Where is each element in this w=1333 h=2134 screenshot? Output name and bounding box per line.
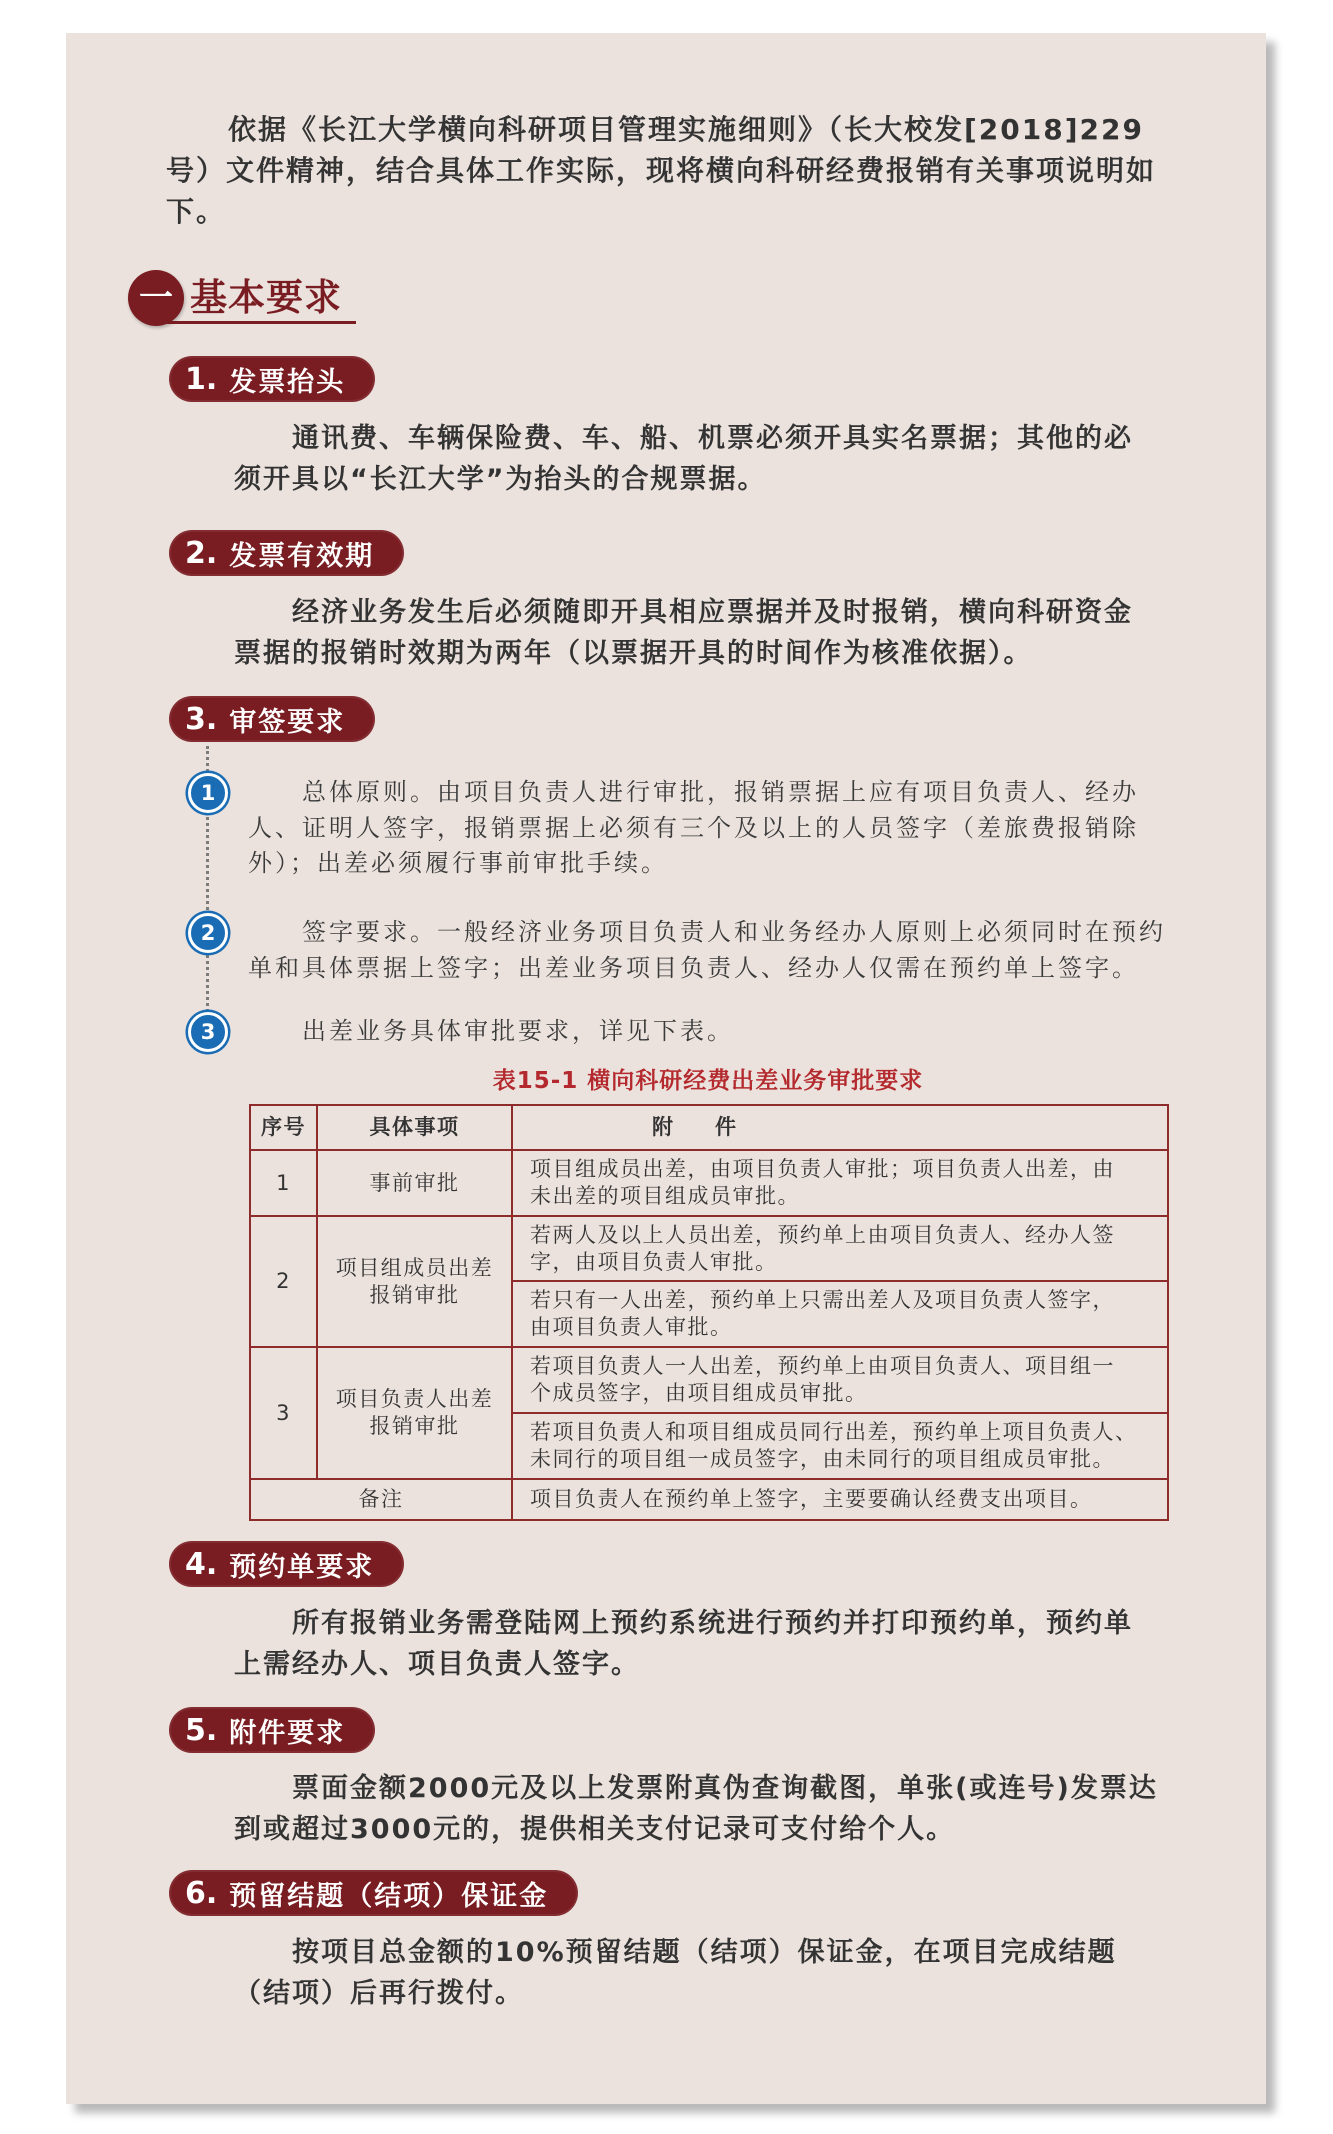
intro-line: 号）文件精神，结合具体工作实际，现将横向科研经费报销有关事项说明如 — [166, 154, 1157, 187]
subitem-paragraph-1 — [248, 775, 1139, 882]
table-cell-attachment — [512, 1150, 1168, 1216]
item-number: 4. — [185, 1546, 218, 1582]
cell-line: 若只有一人出差，预约单上只需出差人及项目负责人签字， — [530, 1288, 1115, 1312]
paragraph-line: 上需经办人、项目负责人签字。 — [234, 1649, 640, 1680]
table-cell-item — [317, 1347, 512, 1479]
section-title: 基本要求 — [190, 276, 342, 319]
paragraph-line: 外）；出差必须履行事前审批手续。 — [248, 849, 668, 877]
item-header-5 — [169, 1707, 375, 1753]
item-paragraph-2 — [234, 592, 1133, 674]
table-row — [250, 1216, 1168, 1281]
subitem-paragraph-2 — [248, 915, 1166, 986]
paragraph-line: 按项目总金额的10%预留结题（结项）保证金，在项目完成结题 — [292, 1937, 1117, 1968]
paragraph-line: 总体原则。由项目负责人进行审批，报销票据上应有项目负责人、经办 — [302, 778, 1139, 806]
paragraph-line: 签字要求。一般经济业务项目负责人和业务经办人原则上必须同时在预约 — [302, 918, 1166, 946]
paragraph-line: 须开具以“长江大学”为抬头的合规票据。 — [234, 464, 767, 495]
item-title: 审签要求 — [229, 706, 346, 737]
paragraph-line: 票据的报销时效期为两年（以票据开具的时间作为核准依据）。 — [234, 638, 1033, 669]
table-remark-text — [512, 1479, 1168, 1520]
table-cell-attachment — [512, 1281, 1168, 1347]
cell-line: 若两人及以上人员出差，预约单上由项目负责人、经办人签 — [530, 1222, 1115, 1247]
intro-line: 下。 — [166, 195, 227, 228]
item-header-4 — [169, 1541, 404, 1587]
cell-line: 未出差的项目组成员审批。 — [530, 1184, 800, 1208]
subitem-number-badge: 3 — [188, 1012, 228, 1052]
cell-line: 若项目负责人一人出差，预约单上由项目负责人、项目组一 — [530, 1354, 1115, 1378]
table-header-cell: 序号 — [250, 1105, 317, 1150]
item-number: 6. — [185, 1875, 218, 1911]
paragraph-line: 通讯费、车辆保险费、车、船、机票必须开具实名票据；其他的必 — [292, 423, 1133, 454]
cell-line: 若项目负责人和项目组成员同行出差，预约单上项目负责人、 — [530, 1420, 1138, 1444]
section-number-badge: 一 — [128, 270, 184, 326]
table-cell-item — [317, 1216, 512, 1347]
table-cell-attachment — [512, 1413, 1168, 1479]
intro-paragraph — [166, 109, 1156, 232]
table-remark-row — [250, 1479, 1168, 1520]
subitem-paragraph-3 — [248, 1014, 734, 1050]
paragraph-line: 出差业务具体审批要求，详见下表。 — [302, 1017, 734, 1045]
item-title: 附件要求 — [229, 1717, 346, 1748]
cell-line: 事前审批 — [369, 1170, 460, 1195]
paragraph-line: （结项）后再行拨付。 — [234, 1978, 524, 2009]
table-cell-item — [317, 1150, 512, 1216]
item-paragraph-5 — [234, 1768, 1158, 1850]
table-cell-no: 1 — [250, 1150, 317, 1216]
paragraph-line: 到或超过3000元的，提供相关支付记录可支付给个人。 — [234, 1814, 956, 1845]
cell-line: 项目组成员出差 — [335, 1255, 494, 1280]
table-header-cell: 具体事项 — [317, 1105, 512, 1150]
cell-line: 项目负责人在预约单上签字，主要要确认经费支出项目。 — [530, 1487, 1093, 1511]
paragraph-line: 经济业务发生后必须随即开具相应票据并及时报销，横向科研资金 — [292, 597, 1133, 628]
table-cell-no: 2 — [250, 1216, 317, 1347]
item-number: 1. — [185, 361, 218, 397]
table-cell-no: 3 — [250, 1347, 317, 1479]
item-title: 预约单要求 — [229, 1551, 375, 1582]
table-caption: 表15-1 横向科研经费出差业务审批要求 — [492, 1068, 924, 1094]
item-number: 2. — [185, 535, 218, 571]
cell-line: 项目组成员出差，由项目负责人审批；项目负责人出差，由 — [530, 1157, 1115, 1181]
intro-line: 依据《长江大学横向科研项目管理实施细则》（长大校发[2018]229 — [228, 113, 1144, 146]
item-number: 3. — [185, 701, 218, 737]
table-header-cell: 附 件 — [512, 1105, 1168, 1150]
cell-line: 个成员签字，由项目组成员审批。 — [530, 1381, 868, 1405]
paragraph-line: 票面金额2000元及以上发票附真伪查询截图，单张(或连号)发票达 — [292, 1773, 1158, 1804]
item-header-2 — [169, 530, 404, 576]
cell-line: 报销审批 — [369, 1414, 460, 1438]
item-paragraph-4 — [234, 1603, 1133, 1685]
item-header-3 — [169, 696, 375, 742]
table-cell-attachment — [512, 1216, 1168, 1281]
table-header-row — [250, 1105, 1168, 1150]
item-title: 预留结题（结项）保证金 — [229, 1880, 549, 1911]
item-paragraph-6 — [234, 1932, 1117, 2014]
cell-line: 项目负责人出差 — [335, 1387, 494, 1411]
subitem-number-badge: 2 — [188, 913, 228, 953]
cell-line: 由项目负责人审批。 — [530, 1315, 733, 1339]
subitem-number-badge: 1 — [188, 773, 228, 813]
table-row — [250, 1150, 1168, 1216]
item-number: 5. — [185, 1712, 218, 1748]
table-cell-attachment — [512, 1347, 1168, 1413]
table-remark-label: 备注 — [250, 1479, 512, 1520]
table-row — [250, 1347, 1168, 1413]
cell-line: 报销审批 — [369, 1282, 460, 1307]
item-header-1 — [169, 356, 375, 402]
section-title-underline — [150, 321, 356, 324]
cell-line: 未同行的项目组一成员签字，由未同行的项目组成员审批。 — [530, 1447, 1115, 1471]
item-title: 发票抬头 — [229, 366, 346, 397]
item-paragraph-1 — [234, 418, 1133, 500]
paragraph-line: 人、证明人签字，报销票据上必须有三个及以上的人员签字（差旅费报销除 — [248, 813, 1139, 842]
paragraph-line: 单和具体票据上签字；出差业务项目负责人、经办人仅需在预约单上签字。 — [248, 953, 1139, 982]
cell-line: 字，由项目负责人审批。 — [530, 1249, 778, 1274]
paragraph-line: 所有报销业务需登陆网上预约系统进行预约并打印预约单，预约单 — [292, 1608, 1133, 1639]
item-header-6 — [169, 1870, 578, 1916]
item-title: 发票有效期 — [229, 540, 375, 571]
approval-table — [249, 1104, 1169, 1521]
